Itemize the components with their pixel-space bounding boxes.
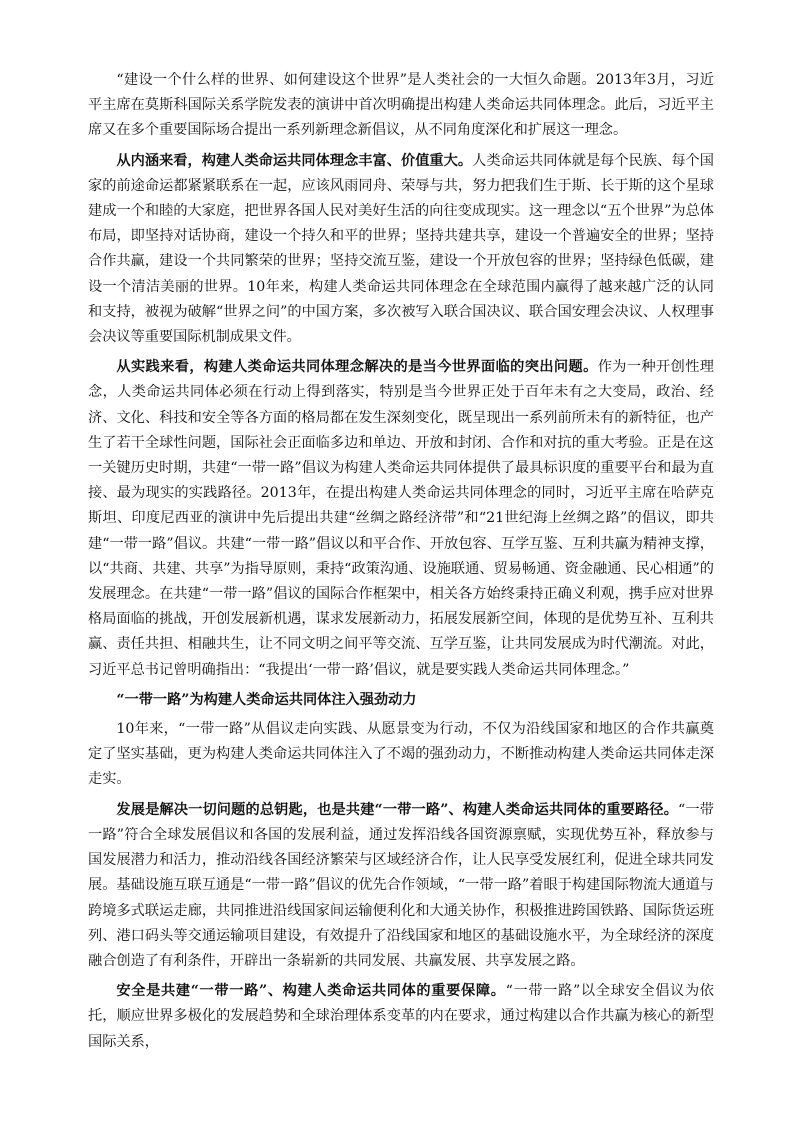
paragraph-ten-years — [88, 717, 714, 793]
paragraph-lead: 从内涵来看，构建人类命运共同体理念丰富、价值重大。 — [116, 152, 473, 169]
paragraph-lead: 安全是共建“一带一路”、构建人类命运共同体的重要保障。 — [116, 983, 506, 1000]
paragraph-development — [88, 798, 714, 974]
section-heading: “一带一路”为构建人类命运共同体注入强劲动力 — [116, 691, 417, 708]
paragraph-text: 作为一种开创性理念，人类命运共同体必须在行动上得到落实，特别是当今世界正处于百年未有之大变局，政治、经济、文化、科技和安全等各方面的格局都在发生深刻变化，既呈现出一系列前所未有的新特征，也产生了若干全球性问题，国际社会正面临多边和单边、开放和封闭、合作和对抗的重大考验。正是在这一关键历史时期，共建“一带一路”倡议为构建人类命运共同体提供了最具标识度的重要平台和最为直接、最为现实的实践路径。2013年，在提出构建人类命运共同体理念的同时，习近平主席在哈萨克斯坦、印度尼西亚的演讲中先后提出共建“丝绸之路经济带”和“21世纪海上丝绸之路”的倡议，即共建“一带一路”倡议。共建“一带一路”倡议以和平合作、开放包容、互学互鉴、互利共赢为精神支撑，以“共商、共建、共享”为指导原则，秉持“政策沟通、设施联通、贸易畅通、资金融通、民心相通”的发展理念。在共建“一带一路”倡议的国际合作框架中，相关各方始终秉持正确义利观，携手应对世界格局面临的挑战，开创发展新机遇，谋求发展新动力，拓展发展新空间，体现的是优势互补、互利共赢、责任共担、相融共生，让不同文明之间平等交流、互学互鉴，让共同发展成为时代潮流。对此，习近平总书记曾明确指出：“我提出‘一带一路’倡议，就是要实践人类命运共同体理念。” — [88, 359, 714, 678]
paragraph-practice — [88, 355, 714, 683]
paragraph-security — [88, 979, 714, 1055]
paragraph-text: “一带一路”以全球安全倡议为依托，顺应世界多极化的发展趋势和全球治理体系变革的内在要求，通过构建以合作共赢为核心的新型国际关系， — [88, 983, 714, 1050]
article-body — [88, 68, 714, 1057]
paragraph-connotation — [88, 149, 714, 351]
paragraph-text: 人类命运共同体就是每个民族、每个国家的前途命运都紧紧联系在一起，应该风雨同舟、荣辱与共，努力把我们生于斯、长于斯的这个星球建成一个和睦的大家庭，把世界各国人民对美好生活的向往变成现实。这一理念以“五个世界”为总体布局，即坚持对话协商，建设一个持久和平的世界；坚持共建共享，建设一个普遍安全的世界；坚持合作共赢，建设一个共同繁荣的世界；坚持交流互鉴，建设一个开放包容的世界；坚持绿色低碳，建设一个清洁美丽的世界。10年来，构建人类命运共同体理念在全球范围内赢得了越来越广泛的认同和支持，被视为破解“世界之问”的中国方案，多次被写入联合国决议、联合国安理会决议、人权理事会决议等重要国际机制成果文件。 — [88, 152, 714, 346]
paragraph-text: “建设一个什么样的世界、如何建设这个世界”是人类社会的一大恒久命题。2013年3月，习近平主席在莫斯科国际关系学院发表的演讲中首次明确提出构建人类命运共同体理念。此后，习近平主席又在多个重要国际场合提出一系列新理念新倡议，从不同角度深化和扩展这一理念。 — [88, 72, 714, 139]
paragraph-text: 10年来，“一带一路”从倡议走向实践、从愿景变为行动，不仅为沿线国家和地区的合作共赢奠定了坚实基础，更为构建人类命运共同体注入了不竭的强劲动力，不断推动构建人类命运共同体走深走实。 — [88, 721, 714, 788]
paragraph-text: “一带一路”符合全球发展倡议和各国的发展利益，通过发挥沿线各国资源禀赋，实现优势互补，释放参与国发展潜力和活力，推动沿线各国经济繁荣与区域经济合作，让人民享受发展红利，促进全球共同发展。基础设施互联互通是“一带一路”倡议的优先合作领域，“一带一路”着眼于构建国际物流大通道与跨境多式联运走廊，共同推进沿线国家间运输便利化和大通关协作，积极推进跨国铁路、国际货运班列、港口码头等交通运输项目建设，有效提升了沿线国家和地区的基础设施水平，为全球经济的深度融合创造了有利条件，开辟出一条崭新的共同发展、共赢发展、共享发展之路。 — [88, 801, 714, 969]
paragraph-lead: 从实践来看，构建人类命运共同体理念解决的是当今世界面临的突出问题。 — [116, 359, 598, 376]
paragraph-intro — [88, 68, 714, 144]
paragraph-lead: 发展是解决一切问题的总钥匙，也是共建“一带一路”、构建人类命运共同体的重要路径。 — [116, 801, 679, 818]
